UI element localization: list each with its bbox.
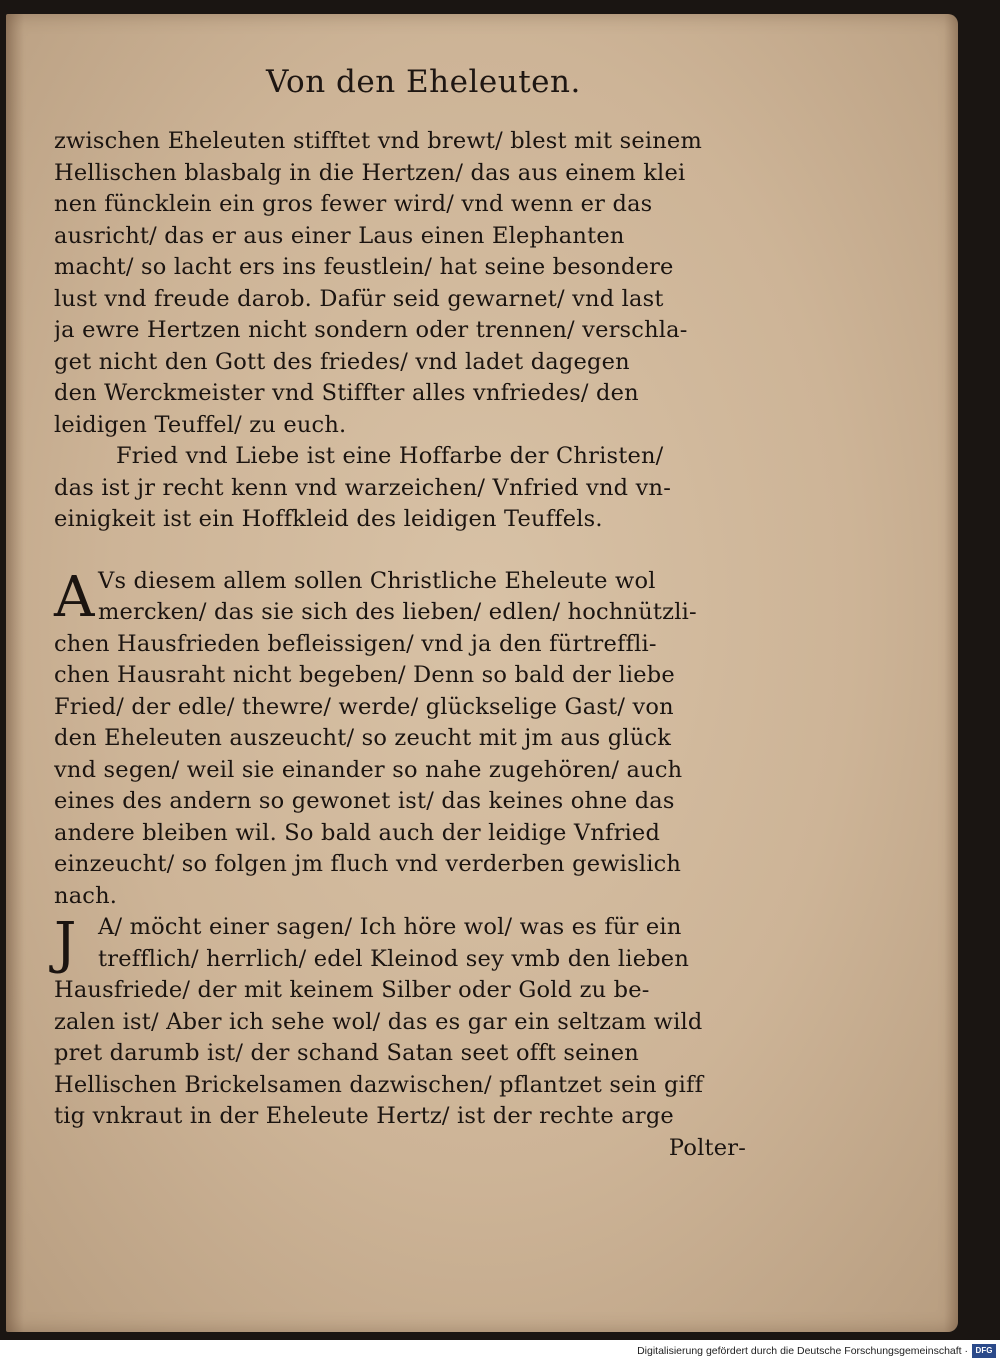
text-line: zwischen Eheleuten stifftet vnd brewt/ blest mit seinem xyxy=(54,128,702,154)
text-line: zalen ist/ Aber ich sehe wol/ das es gar ein seltzam wild xyxy=(54,1008,703,1035)
catchword: Polter- xyxy=(668,1134,746,1161)
text-line: Hellischen blasbalg in die Hertzen/ das aus einem klei xyxy=(54,159,686,186)
text-line: trefflich/ herrlich/ edel Kleinod sey vmb den lieben xyxy=(98,945,690,972)
text-line: das ist jr recht kenn vnd warzeichen/ Vnfried vnd vn- xyxy=(54,474,672,501)
paragraph-spacer xyxy=(54,553,784,566)
digitization-footer xyxy=(0,1340,1000,1364)
text-line: Fried vnd Liebe ist eine Hoffarbe der Christen/ xyxy=(116,443,664,469)
text-line: eines des andern so gewonet ist/ das keines ohne das xyxy=(54,788,675,814)
text-line: einzeucht/ so folgen jm fluch vnd verderben gewislich xyxy=(54,851,682,877)
paragraph-2 xyxy=(54,441,784,536)
dfg-logo-icon: DFG xyxy=(972,1344,996,1358)
book-page xyxy=(6,14,958,1332)
text-line: chen Hausfrieden befleissigen/ vnd ja den fürtreffli- xyxy=(54,630,657,657)
text-line: einigkeit ist ein Hoffkleid des leidigen Teuffels. xyxy=(54,506,603,532)
initial-letter: A xyxy=(54,564,95,630)
text-line: pret darumb ist/ der schand Satan seet offt seinen xyxy=(54,1040,639,1066)
text-line: ausricht/ das er aus einer Laus einen Elephanten xyxy=(54,222,625,249)
text-line: chen Hausraht nicht begeben/ Denn so bald der liebe xyxy=(54,662,675,688)
text-line: Hellischen Brickelsamen dazwischen/ pflantzet sein giff xyxy=(54,1071,704,1098)
text-line: andere bleiben wil. So bald auch der leidige Vnfried xyxy=(54,819,661,846)
running-head: Von den Eheleuten. xyxy=(266,64,581,100)
first-line-text: A/ möcht einer sagen/ Ich höre wol/ was es für ein xyxy=(98,914,682,940)
text-line: vnd segen/ weil sie einander so nahe zugehören/ auch xyxy=(54,756,683,783)
paragraph-3 xyxy=(54,566,784,913)
text-line: den Werckmeister vnd Stiffter alles vnfriedes/ den xyxy=(54,380,639,406)
funding-credit: Digitalisierung gefördert durch die Deutsche Forschungsgemeinschaft · xyxy=(637,1345,968,1357)
text-line: leidigen Teuffel/ zu euch. xyxy=(54,411,347,438)
text-line: mercken/ das sie sich des lieben/ edlen/ hochnützli- xyxy=(98,599,697,625)
paragraph-4 xyxy=(54,912,784,1164)
text-line: tig vnkraut in der Eheleute Hertz/ ist der rechte arge xyxy=(54,1103,674,1129)
text-line: macht/ so lacht ers ins feustlein/ hat seine besondere xyxy=(54,254,674,280)
first-line-text: Vs diesem allem sollen Christliche Eheleute wol xyxy=(98,567,656,594)
text-block xyxy=(54,126,784,1164)
text-line: get nicht den Gott des friedes/ vnd ladet dagegen xyxy=(54,348,630,375)
text-line: lust vnd freude darob. Dafür seid gewarnet/ vnd last xyxy=(54,285,664,312)
initial-letter: J xyxy=(54,911,77,976)
text-line: den Eheleuten auszeucht/ so zeucht mit jm aus glück xyxy=(54,725,672,751)
text-line: nach. xyxy=(54,882,118,909)
text-line: nen füncklein ein gros fewer wird/ vnd wenn er das xyxy=(54,191,653,217)
paragraph-1 xyxy=(54,126,784,441)
text-line: Fried/ der edle/ thewre/ werde/ glückselige Gast/ von xyxy=(54,693,674,720)
text-line: Hausfriede/ der mit keinem Silber oder Gold zu be- xyxy=(54,977,650,1003)
text-line: ja ewre Hertzen nicht sondern oder trennen/ verschla- xyxy=(54,317,688,343)
